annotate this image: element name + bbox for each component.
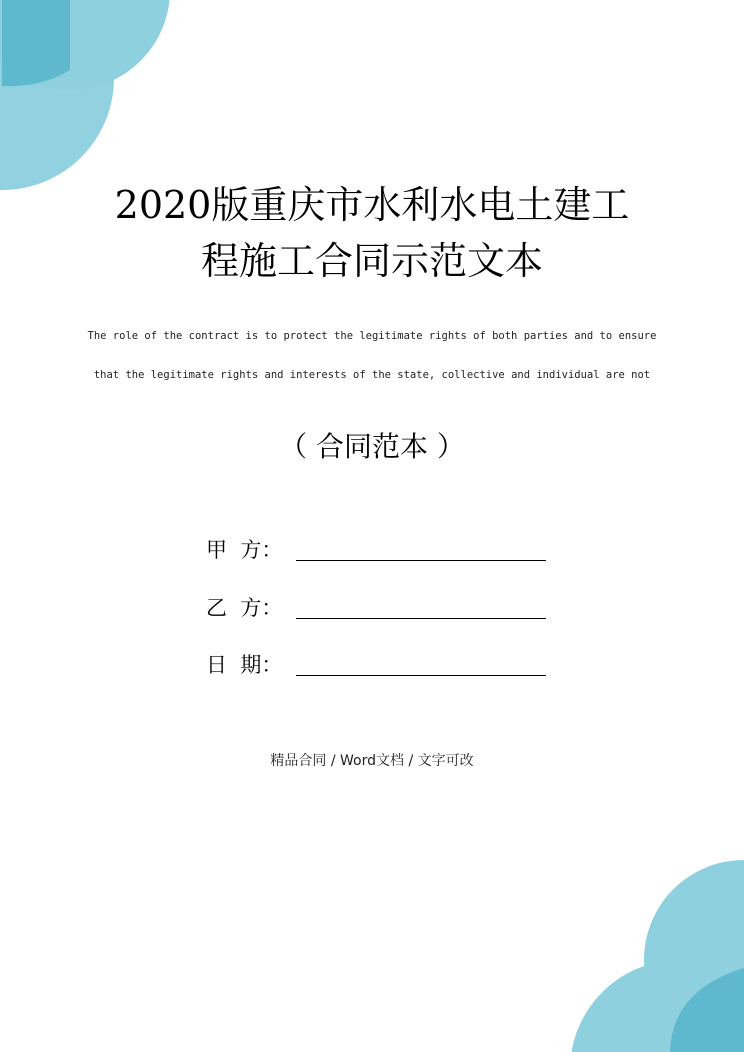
party-a-label: 甲 方： [206, 538, 283, 562]
contract-subtitle: （ 合同范本 ） [279, 430, 465, 463]
date-label: 日 期： [206, 653, 283, 677]
bottom-right-decoration [570, 860, 744, 1052]
document-title-line-2: 程施工合同示范文本 [200, 239, 543, 283]
english-tagline-line-1: The role of the contract is to protect the legitimate rights of both parties and to ensure [87, 330, 657, 342]
footer-note: 精品合同 / Word文档 / 文字可改 [270, 753, 474, 769]
party-a-blank-line [296, 560, 546, 561]
party-b-label: 乙 方： [206, 596, 283, 620]
party-b-blank-line [296, 618, 546, 619]
document-title-line-1: 2020版重庆市水利水电土建工 [114, 183, 630, 227]
date-blank-line [296, 675, 546, 676]
english-tagline-line-2: that the legitimate rights and interests of the state, collective and individual are not [93, 369, 651, 381]
top-left-decoration [0, 0, 170, 190]
